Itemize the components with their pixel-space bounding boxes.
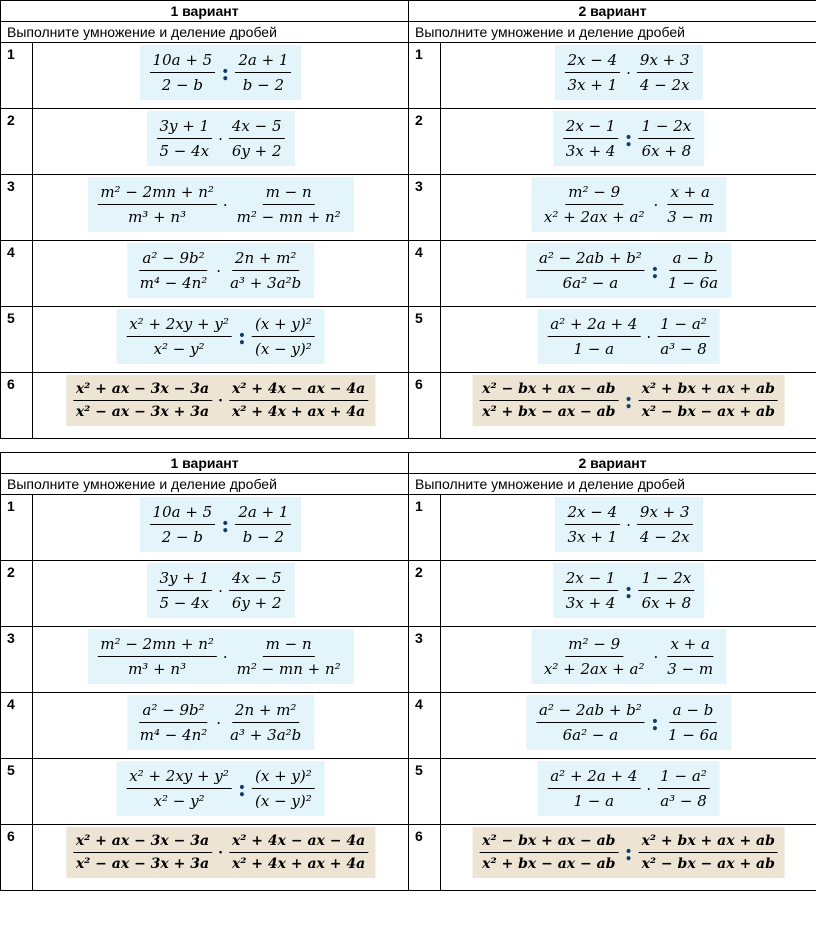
numerator: x² + 2xy + y² <box>126 315 232 337</box>
operation-sign: · <box>626 515 631 534</box>
fraction-right <box>637 117 697 160</box>
numerator: 2x − 1 <box>563 569 619 591</box>
variant-2-header: 2 вариант <box>409 453 816 474</box>
formula-image <box>116 309 325 364</box>
expression-cell <box>33 561 409 627</box>
expression-cell <box>33 495 409 561</box>
denominator: m² − mn + n² <box>236 660 341 678</box>
fraction-right <box>227 833 370 872</box>
fraction-right <box>227 569 287 612</box>
numerator: (x + y)² <box>252 315 315 337</box>
numerator: 2n + m² <box>232 249 300 271</box>
denominator: 6a² − a <box>562 726 619 744</box>
formula-image <box>554 497 702 552</box>
operation-sign: · <box>222 195 228 214</box>
fraction-left <box>562 503 622 546</box>
denominator: a³ − 8 <box>660 792 707 810</box>
formula-image <box>531 177 726 232</box>
exercise-number: 5 <box>1 307 33 373</box>
denominator: x² + bx − ax − ab <box>482 404 616 420</box>
fraction-right <box>232 635 346 678</box>
exercise-row <box>1 759 816 825</box>
denominator: a³ − 8 <box>660 340 707 358</box>
fraction-right <box>233 51 293 94</box>
operation-sign: : <box>624 125 633 152</box>
exercise-number: 5 <box>409 307 441 373</box>
task-instruction: Выполните умножение и деление дробей <box>1 474 409 495</box>
numerator: x² − bx + ax − ab <box>479 381 618 401</box>
fraction-right <box>232 183 346 226</box>
numerator: 1 − a² <box>657 767 710 789</box>
numerator: x² + bx + ax + ab <box>639 833 778 853</box>
denominator: 1 − a <box>573 340 615 358</box>
operation-sign: : <box>650 257 659 284</box>
exercise-number: 4 <box>1 693 33 759</box>
denominator: x² − ax − 3x + 3a <box>75 404 210 420</box>
denominator: 5 − 4x <box>159 142 210 160</box>
fraction-left <box>135 249 213 292</box>
fraction-right <box>662 183 718 226</box>
denominator: (x − y)² <box>255 792 312 810</box>
operation-sign: · <box>653 647 659 666</box>
numerator: 1 − 2x <box>639 117 695 139</box>
numerator: a − b <box>670 701 717 723</box>
formula-image <box>537 309 720 364</box>
fraction-left <box>534 701 647 744</box>
fraction-left <box>534 249 647 292</box>
numerator: 9x + 3 <box>637 51 693 73</box>
numerator: 3y + 1 <box>156 117 212 139</box>
variant-1-header: 1 вариант <box>1 1 409 22</box>
fraction-left <box>148 51 218 94</box>
denominator: x² + 4x + ax + 4a <box>231 404 366 420</box>
operation-sign: : <box>221 511 230 538</box>
formula-image <box>531 629 726 684</box>
expression-cell <box>441 627 816 693</box>
exercise-number: 2 <box>1 109 33 175</box>
denominator: 3 − m <box>667 208 714 226</box>
exercise-number: 3 <box>1 627 33 693</box>
denominator: (x − y)² <box>255 340 312 358</box>
expression-cell <box>441 693 816 759</box>
denominator: x² − y² <box>153 340 205 358</box>
denominator: m³ + n³ <box>128 660 187 678</box>
operation-sign: : <box>237 323 247 350</box>
fraction-left <box>154 117 214 160</box>
denominator: 6y + 2 <box>231 142 282 160</box>
numerator: 2x − 4 <box>564 503 620 525</box>
fraction-right <box>227 117 287 160</box>
exercise-row <box>1 307 816 373</box>
operation-sign: · <box>216 713 222 732</box>
fraction-right <box>227 381 370 420</box>
fraction-right <box>635 503 695 546</box>
fraction-left <box>71 833 214 872</box>
expression-cell <box>33 373 409 439</box>
exercise-row <box>1 373 816 439</box>
expression-cell <box>441 43 816 109</box>
operation-sign: : <box>650 709 659 736</box>
fraction-right <box>637 569 697 612</box>
denominator: x² + 2ax + a² <box>543 660 645 678</box>
operation-sign: : <box>624 839 633 866</box>
formula-image <box>116 761 325 816</box>
fraction-right <box>250 767 317 810</box>
exercise-number: 5 <box>409 759 441 825</box>
expression-cell <box>33 109 409 175</box>
numerator: m² − 2mn + n² <box>97 635 217 657</box>
denominator: 3x + 1 <box>567 76 618 94</box>
expression-cell <box>441 495 816 561</box>
exercise-number: 3 <box>1 175 33 241</box>
numerator: (x + y)² <box>252 767 315 789</box>
exercise-number: 2 <box>409 109 441 175</box>
denominator: m³ + n³ <box>128 208 187 226</box>
exercise-number: 3 <box>409 175 441 241</box>
formula-image <box>553 111 704 166</box>
formula-image <box>127 243 315 298</box>
exercise-number: 2 <box>409 561 441 627</box>
exercise-number: 6 <box>409 373 441 439</box>
denominator: a³ + 3a²b <box>230 726 302 744</box>
fraction-right <box>663 249 723 292</box>
exercise-row <box>1 175 816 241</box>
numerator: x² + ax − 3x − 3a <box>73 381 212 401</box>
denominator: 4 − 2x <box>639 76 690 94</box>
fraction-left <box>124 315 234 358</box>
denominator: 6x + 8 <box>641 594 692 612</box>
exercise-number: 4 <box>409 693 441 759</box>
task-instruction: Выполните умножение и деление дробей <box>409 22 816 43</box>
expression-cell <box>441 759 816 825</box>
expression-cell <box>441 307 816 373</box>
exercise-row <box>1 693 816 759</box>
exercise-number: 6 <box>409 825 441 891</box>
exercise-number: 6 <box>1 825 33 891</box>
numerator: a² − 9b² <box>139 701 207 723</box>
numerator: 1 − 2x <box>639 569 695 591</box>
exercise-row <box>1 561 816 627</box>
operation-sign: · <box>218 844 223 861</box>
expression-cell <box>33 759 409 825</box>
exercise-number: 1 <box>1 495 33 561</box>
fraction-right <box>225 701 306 744</box>
denominator: m⁴ − 4n² <box>139 726 208 744</box>
operation-sign: : <box>221 59 230 86</box>
denominator: x² − ax − 3x + 3a <box>75 856 210 872</box>
numerator: x² − bx + ax − ab <box>479 833 618 853</box>
expression-cell <box>441 241 816 307</box>
fraction-left <box>477 833 620 872</box>
fraction-left <box>148 503 218 546</box>
formula-image <box>472 827 785 878</box>
formula-image <box>554 45 702 100</box>
fraction-left <box>477 381 620 420</box>
expression-cell <box>441 561 816 627</box>
fraction-left <box>124 767 234 810</box>
operation-sign: : <box>237 775 247 802</box>
expression-cell <box>33 241 409 307</box>
denominator: 6a² − a <box>562 274 619 292</box>
fraction-right <box>637 833 780 872</box>
fraction-left <box>154 569 214 612</box>
formula-image <box>66 375 375 426</box>
exercise-row <box>1 495 816 561</box>
formula-image <box>87 177 353 232</box>
fraction-left <box>545 315 642 358</box>
denominator: 3x + 4 <box>565 142 616 160</box>
fraction-left <box>562 51 622 94</box>
denominator: m² − mn + n² <box>236 208 341 226</box>
exercise-number: 3 <box>409 627 441 693</box>
denominator: 5 − 4x <box>159 594 210 612</box>
numerator: 9x + 3 <box>637 503 693 525</box>
fraction-right <box>250 315 317 358</box>
numerator: 4x − 5 <box>229 569 285 591</box>
numerator: m − n <box>263 183 315 205</box>
denominator: 2 − b <box>161 528 203 546</box>
denominator: 6y + 2 <box>231 594 282 612</box>
numerator: x² + bx + ax + ab <box>639 381 778 401</box>
formula-image <box>66 827 375 878</box>
numerator: 2a + 1 <box>235 51 291 73</box>
task-instruction: Выполните умножение и деление дробей <box>1 22 409 43</box>
denominator: x² − bx − ax + ab <box>641 856 775 872</box>
operation-sign: : <box>624 387 633 414</box>
numerator: 10a + 5 <box>150 51 216 73</box>
denominator: 6x + 8 <box>641 142 692 160</box>
denominator: x² + 2ax + a² <box>543 208 645 226</box>
denominator: 3x + 1 <box>567 528 618 546</box>
operation-sign: · <box>626 63 631 82</box>
numerator: a² − 2ab + b² <box>536 249 645 271</box>
exercise-number: 2 <box>1 561 33 627</box>
numerator: 2x − 1 <box>563 117 619 139</box>
denominator: x² + 4x + ax + 4a <box>231 856 366 872</box>
exercise-row <box>1 43 816 109</box>
fraction-right <box>662 635 718 678</box>
denominator: 3 − m <box>667 660 714 678</box>
numerator: x + a <box>667 635 713 657</box>
denominator: 2 − b <box>161 76 203 94</box>
operation-sign: · <box>218 129 223 148</box>
numerator: m² − 9 <box>565 635 623 657</box>
fraction-right <box>663 701 723 744</box>
numerator: m² − 9 <box>565 183 623 205</box>
fraction-right <box>635 51 695 94</box>
numerator: 10a + 5 <box>150 503 216 525</box>
denominator: x² − bx − ax + ab <box>641 404 775 420</box>
fraction-left <box>135 701 213 744</box>
expression-cell <box>33 693 409 759</box>
fraction-left <box>561 117 621 160</box>
fraction-right <box>655 315 712 358</box>
numerator: 2x − 4 <box>564 51 620 73</box>
expression-cell <box>441 109 816 175</box>
numerator: m − n <box>263 635 315 657</box>
exercise-number: 1 <box>409 43 441 109</box>
fraction-right <box>637 381 780 420</box>
exercise-number: 4 <box>1 241 33 307</box>
denominator: m⁴ − 4n² <box>139 274 208 292</box>
fraction-left <box>71 381 214 420</box>
exercise-row <box>1 241 816 307</box>
numerator: a² − 2ab + b² <box>536 701 645 723</box>
expression-cell <box>441 373 816 439</box>
numerator: x² + 4x − ax − 4a <box>229 381 368 401</box>
numerator: m² − 2mn + n² <box>97 183 217 205</box>
exercise-number: 1 <box>1 43 33 109</box>
fraction-left <box>545 767 642 810</box>
variant-2-header: 2 вариант <box>409 1 816 22</box>
exercise-row <box>1 109 816 175</box>
denominator: 1 − a <box>573 792 615 810</box>
operation-sign: · <box>218 392 223 409</box>
fraction-left <box>539 183 650 226</box>
operation-sign: · <box>653 195 659 214</box>
denominator: b − 2 <box>242 528 285 546</box>
numerator: x² + 2xy + y² <box>126 767 232 789</box>
denominator: 4 − 2x <box>639 528 690 546</box>
exercise-row <box>1 825 816 891</box>
expression-cell <box>441 175 816 241</box>
expression-cell <box>33 627 409 693</box>
task-instruction: Выполните умножение и деление дробей <box>409 474 816 495</box>
formula-image <box>146 111 294 166</box>
expression-cell <box>33 43 409 109</box>
fraction-right <box>233 503 293 546</box>
fraction-left <box>95 635 219 678</box>
fraction-left <box>561 569 621 612</box>
formula-image <box>140 497 302 552</box>
fraction-left <box>95 183 219 226</box>
exercise-row <box>1 627 816 693</box>
numerator: a − b <box>670 249 717 271</box>
fraction-right <box>225 249 306 292</box>
operation-sign: : <box>624 577 633 604</box>
formula-image <box>472 375 785 426</box>
numerator: x² + ax − 3x − 3a <box>73 833 212 853</box>
formula-image <box>127 695 315 750</box>
denominator: 1 − 6a <box>667 726 719 744</box>
exercise-number: 1 <box>409 495 441 561</box>
denominator: b − 2 <box>242 76 285 94</box>
formula-image <box>140 45 302 100</box>
formula-image <box>526 695 731 750</box>
denominator: x² − y² <box>153 792 205 810</box>
denominator: 3x + 4 <box>565 594 616 612</box>
denominator: x² + bx − ax − ab <box>482 856 616 872</box>
operation-sign: · <box>646 327 652 346</box>
expression-cell <box>33 175 409 241</box>
numerator: a² + 2a + 4 <box>547 767 640 789</box>
numerator: 2a + 1 <box>235 503 291 525</box>
numerator: 1 − a² <box>657 315 710 337</box>
formula-image <box>553 563 704 618</box>
expression-cell <box>441 825 816 891</box>
worksheet-table <box>0 0 816 439</box>
operation-sign: · <box>218 581 223 600</box>
variant-1-header: 1 вариант <box>1 453 409 474</box>
numerator: x + a <box>667 183 713 205</box>
numerator: 2n + m² <box>232 701 300 723</box>
fraction-right <box>655 767 712 810</box>
denominator: a³ + 3a²b <box>230 274 302 292</box>
formula-image <box>526 243 731 298</box>
exercise-number: 6 <box>1 373 33 439</box>
worksheet-table <box>0 452 816 891</box>
expression-cell <box>33 825 409 891</box>
fraction-left <box>539 635 650 678</box>
numerator: x² + 4x − ax − 4a <box>229 833 368 853</box>
operation-sign: · <box>222 647 228 666</box>
operation-sign: · <box>646 779 652 798</box>
operation-sign: · <box>216 261 222 280</box>
formula-image <box>146 563 294 618</box>
exercise-number: 5 <box>1 759 33 825</box>
expression-cell <box>33 307 409 373</box>
formula-image <box>537 761 720 816</box>
numerator: 3y + 1 <box>156 569 212 591</box>
numerator: a² + 2a + 4 <box>547 315 640 337</box>
numerator: 4x − 5 <box>229 117 285 139</box>
exercise-number: 4 <box>409 241 441 307</box>
formula-image <box>87 629 353 684</box>
denominator: 1 − 6a <box>667 274 719 292</box>
numerator: a² − 9b² <box>139 249 207 271</box>
